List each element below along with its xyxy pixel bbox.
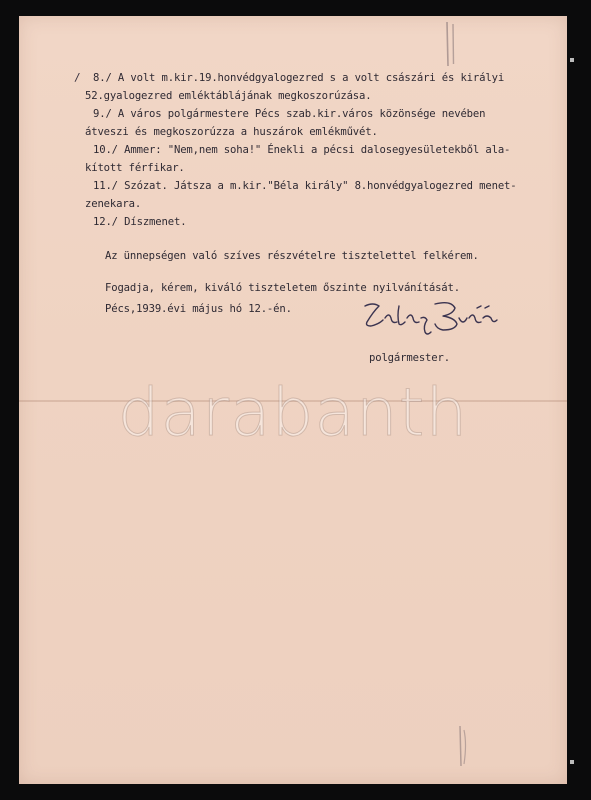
- pencil-mark-top: [443, 20, 457, 68]
- pencil-mark-bottom: [455, 724, 469, 768]
- margin-mark: /: [74, 71, 81, 84]
- program-item-line: 8./ A volt m.kir.19.honvédgyalogezred s a volt császári és királyi: [93, 72, 505, 84]
- program-item-line: zenekara.: [85, 198, 142, 210]
- scan-edge-mark: [570, 760, 574, 764]
- date-place-line: Pécs,1939.évi május hó 12.-én.: [105, 303, 292, 315]
- signature-title: polgármester.: [369, 352, 450, 364]
- scan-edge-mark: [570, 58, 574, 62]
- document-page: [19, 16, 567, 784]
- regards-line: Fogadja, kérem, kiváló tiszteletem őszinte nyilvánítását.: [105, 282, 460, 294]
- watermark: darabanth: [117, 374, 469, 451]
- program-item-line: 9./ A város polgármestere Pécs szab.kir.város közönsége nevében: [93, 108, 486, 120]
- program-item-line: 10./ Ammer: "Nem,nem soha!" Énekli a pécsi dalosegyesületekből ala-: [93, 144, 511, 156]
- signature-handwritten: [359, 296, 509, 344]
- invitation-line: Az ünnepségen való szíves részvételre tisztelettel felkérem.: [105, 250, 479, 262]
- program-item-line: kított férfikar.: [85, 162, 185, 174]
- program-item-line: 52.gyalogezred emléktáblájának megkoszorúzása.: [85, 90, 372, 102]
- program-item-line: átveszi és megkoszorúzza a huszárok emlékművét.: [85, 126, 378, 138]
- program-item-line: 12./ Díszmenet.: [93, 216, 187, 228]
- program-item-line: 11./ Szózat. Játsza a m.kir."Béla király" 8.honvédgyalogezred menet-: [93, 180, 517, 192]
